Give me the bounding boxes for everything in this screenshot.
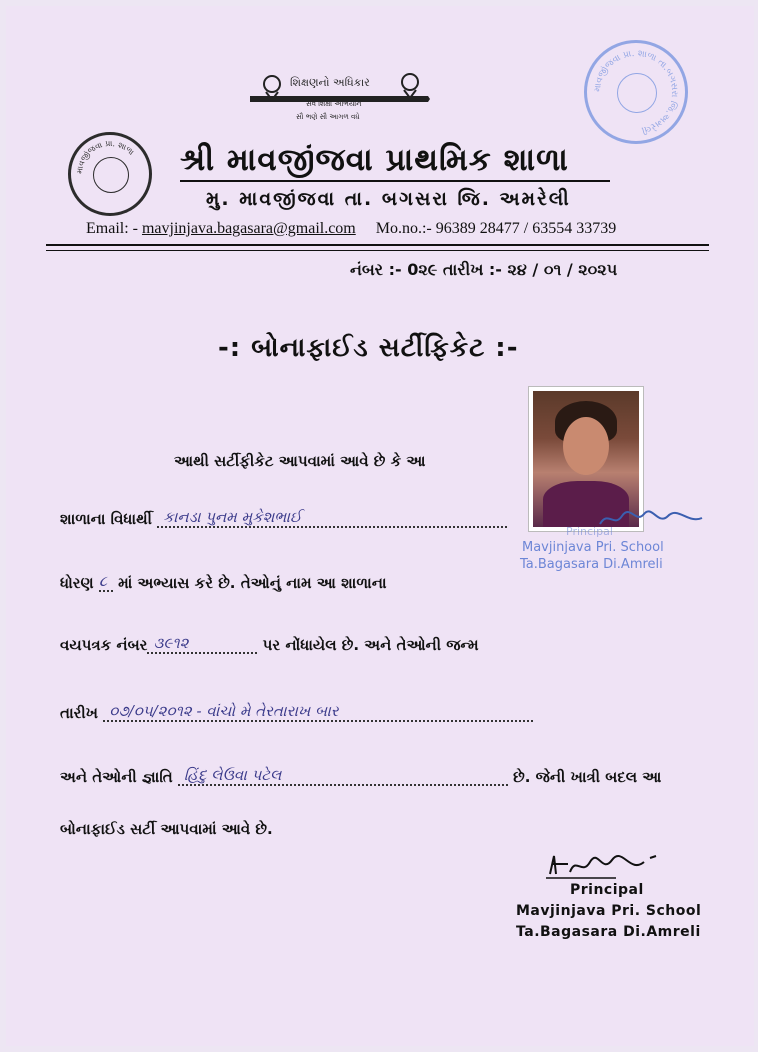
svg-text:માવજીંજવા પ્રા. શાળા તા.બગસરા	[593, 49, 679, 136]
photo-stamp-place: Ta.Bagasara Di.Amreli	[520, 557, 663, 572]
class-line-rest: માં અભ્યાસ કરે છે. તેઓનું નામ આ શાળાના	[118, 574, 387, 592]
principal-signature	[546, 852, 686, 886]
header-divider	[46, 244, 709, 246]
certificate-number: 0૨૯	[407, 260, 438, 279]
certificate-date: ૨૪ / ૦૧ / ૨૦૨૫	[507, 260, 618, 279]
photo-stamp-school: Mavjinjava Pri. School	[522, 540, 664, 555]
class-label: ધોરણ	[60, 574, 94, 592]
date-label: તારીખ :-	[442, 260, 502, 279]
school-seal-right	[584, 40, 688, 144]
header-divider-thin	[46, 250, 709, 251]
logo-tagline: સૌ ભણે સૌ આગળ વધે	[296, 113, 360, 121]
title-underline	[180, 180, 610, 182]
mobile-number: 96389 28477 / 63554 33739	[435, 220, 617, 237]
reference-line	[350, 260, 617, 280]
register-line-rest: પર નોંધાયેલ છે. અને તેઓની જન્મ	[262, 636, 479, 654]
school-name: શ્રી માવજીંજવા પ્રાથમિક શાળા	[180, 142, 569, 178]
register-label: વયપત્રક નંબર	[60, 636, 148, 654]
student-label: શાળાના વિધાર્થી	[60, 510, 152, 528]
photo-stamp-principal: Principal	[566, 525, 613, 538]
svg-text:માવજીંજવા પ્રા. શાળા	[75, 139, 136, 174]
class-value: ૮	[98, 572, 108, 590]
dob-label: તારીખ	[60, 704, 98, 722]
left-seal-text: માવજીંજવા પ્રા. શાળા	[74, 138, 136, 175]
certificate-heading: -: બોનાફાઈડ સર્ટીફિકેટ :-	[218, 333, 519, 363]
class-line	[60, 572, 387, 592]
email-label: Email: -	[86, 220, 138, 237]
right-seal-text: માવજીંજવા પ્રા. શાળા તા.બગસરા જિ.અમરેલી	[592, 48, 680, 135]
school-address: મુ. માવજીંજવા તા. બગસરા જિ. અમરેલી	[206, 188, 571, 210]
student-line	[60, 508, 507, 528]
school-seal-left	[68, 132, 152, 216]
signature-title: Principal	[570, 882, 644, 898]
logo-title: શિક્ષણનો અધિકાર	[290, 76, 370, 89]
dob-line	[60, 702, 533, 722]
email-link[interactable]: mavjinjava.bagasara@gmail.com	[141, 220, 356, 237]
principal-signature-scribble-icon	[546, 852, 686, 882]
caste-value: હિંદુ લેઉવા પટેલ	[183, 766, 282, 784]
register-number: ૩૯૧૨	[153, 634, 189, 652]
closing-line: બોનાફાઈડ સર્ટી આપવામાં આવે છે.	[60, 820, 273, 838]
logo-subtitle: સર્વ શિક્ષા અભિયાન	[306, 100, 362, 108]
intro-line: આથી સર્ટીફીકેટ આપવામાં આવે છે કે આ	[174, 452, 426, 470]
signature-school: Mavjinjava Pri. School	[516, 903, 702, 919]
caste-line-rest: છે. જેની ખાત્રી બદલ આ	[513, 768, 662, 786]
caste-line	[60, 766, 661, 786]
register-line	[60, 634, 479, 654]
caste-label: અને તેઓની જ્ઞાતિ	[60, 768, 173, 786]
contact-line	[86, 220, 616, 238]
number-label: નંબર :-	[350, 260, 402, 279]
signature-place: Ta.Bagasara Di.Amreli	[516, 924, 701, 940]
dob-value: ૦૭/૦૫/૨૦૧૨ - વાંચો મે તેરતારાખ બાર	[109, 702, 339, 720]
mobile-label: Mo.no.:-	[375, 220, 432, 237]
student-name: કાનડા પુનમ મુકેશભાઈ	[163, 508, 302, 526]
